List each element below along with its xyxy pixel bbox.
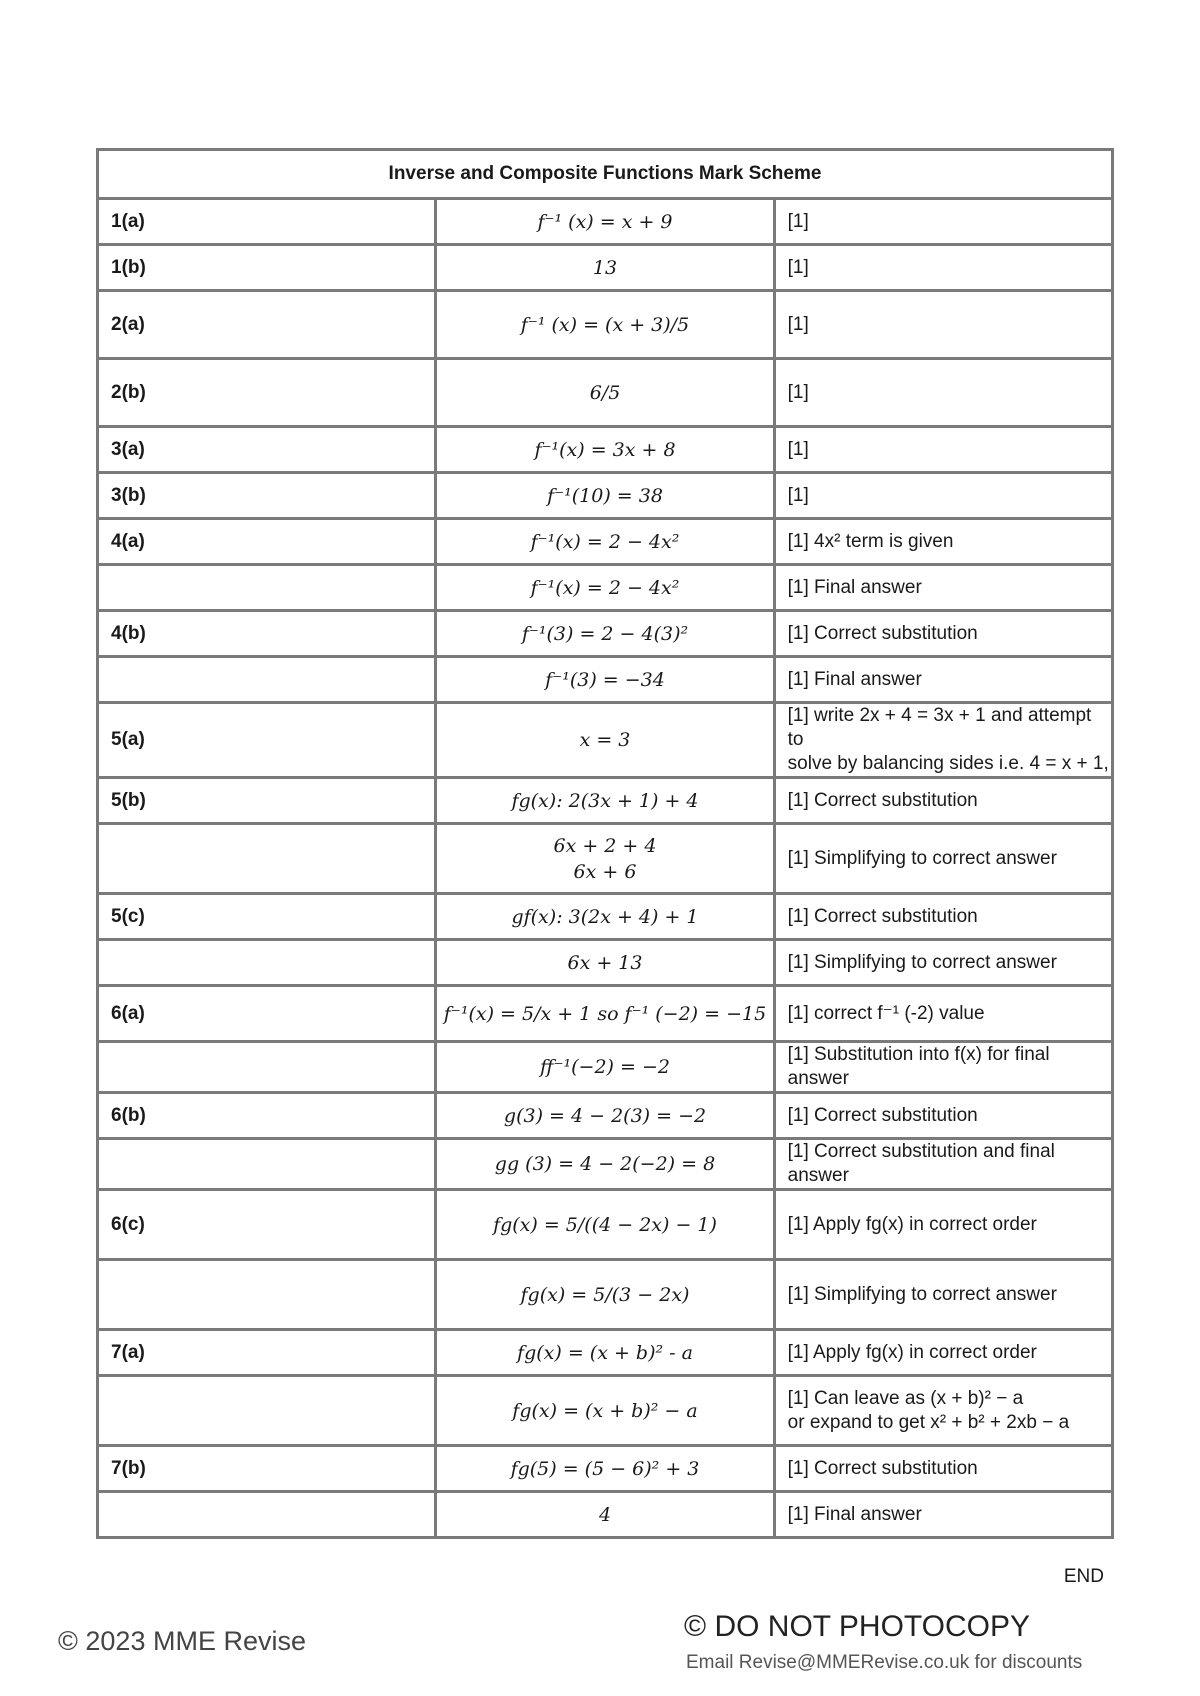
answer-cell [436,1260,774,1330]
mark-line: or expand to get x² + b² + 2xb − a [787,1411,1070,1433]
answer-line: g(3) = 4 − 2(3) = −2 [503,1104,707,1127]
answer-cell [436,894,774,940]
table-row [98,199,1113,245]
table-row [98,940,1113,986]
question-id: 4(a) [98,519,436,565]
mark-cell [774,291,1112,359]
answer-cell [436,1042,774,1093]
answer-cell [436,703,774,778]
question-id [98,940,436,986]
table-row [98,359,1113,427]
answer-line: x = 3 [579,729,631,751]
answer-line: f⁻¹(x) = 2 − 4x² [530,576,680,599]
answer-line: gg (3) = 4 − 2(−2) = 8 [494,1153,716,1175]
mark-cell [774,565,1112,611]
question-id: 1(a) [98,199,436,245]
mark-cell [774,986,1112,1042]
answer-line: 4 [598,1503,612,1526]
table-row [98,611,1113,657]
mark-cell [774,1093,1112,1139]
table-row [98,1446,1113,1492]
table-row [98,1376,1113,1446]
mark-line: [1] Final answer [787,1503,922,1525]
answer-line: fg(x) = (x + b)² - a [517,1341,693,1364]
table-row [98,291,1113,359]
answer-line: f⁻¹(x) = 3x + 8 [534,438,676,461]
mark-cell [774,657,1112,703]
answer-line: f⁻¹ (x) = x + 9 [537,210,673,233]
mark-line: [1] Apply fg(x) in correct order [787,1213,1037,1235]
answer-cell [436,1330,774,1376]
mark-line: solve by balancing sides i.e. 4 = x + 1, [787,753,1109,774]
mark-line: [1] [787,438,809,460]
answer-cell [436,291,774,359]
mark-line: [1] Apply fg(x) in correct order [787,1341,1037,1363]
question-id: 1(b) [98,245,436,291]
mark-cell [774,245,1112,291]
mark-cell [774,1376,1112,1446]
question-id: 4(b) [98,611,436,657]
question-id: 7(b) [98,1446,436,1492]
mark-line: [1] Simplifying to correct answer [787,1283,1057,1305]
answer-line: gf(x): 3(2x + 4) + 1 [511,905,699,928]
answer-cell [436,427,774,473]
question-id [98,1139,436,1190]
mark-line: [1] Correct substitution [787,622,978,644]
answer-cell [436,359,774,427]
mark-line: [1] Can leave as (x + b)² − a [787,1387,1024,1409]
answer-line: fg(x): 2(3x + 1) + 4 [511,789,699,812]
question-id: 5(a) [98,703,436,778]
answer-cell [436,245,774,291]
question-id: 3(b) [98,473,436,519]
answer-line: fg(5) = (5 − 6)² + 3 [510,1457,700,1480]
answer-line: f⁻¹ (x) = (x + 3)/5 [520,313,690,336]
table-row [98,778,1113,824]
answer-line: f⁻¹(x) = 2 − 4x² [530,530,680,553]
mark-line: [1] 4x² term is given [787,530,954,552]
question-id: 5(c) [98,894,436,940]
question-id: 5(b) [98,778,436,824]
table-row [98,565,1113,611]
table-row [98,1260,1113,1330]
mark-cell [774,703,1112,778]
mark-line: [1] Correct substitution [787,905,978,927]
answer-cell [436,1093,774,1139]
mark-cell [774,1492,1112,1538]
question-id [98,1376,436,1446]
mark-cell [774,1330,1112,1376]
footer-do-not-photocopy: © DO NOT PHOTOCOPY [684,1610,1031,1643]
answer-cell [436,519,774,565]
table-row [98,473,1113,519]
mark-cell [774,1190,1112,1260]
answer-cell [436,611,774,657]
answer-line: fg(x) = 5/((4 − 2x) − 1) [493,1213,717,1236]
table-row [98,1139,1113,1190]
table-row [98,1330,1113,1376]
mark-line: [1] Correct substitution [787,789,978,811]
answer-cell [436,986,774,1042]
answer-line: 6x + 2 + 4 [553,834,657,857]
table-row [98,1042,1113,1093]
table-row [98,894,1113,940]
mark-line: [1] [787,484,809,506]
mark-cell [774,778,1112,824]
mark-line: [1] correct f⁻¹ (-2) value [787,1002,985,1024]
table-row [98,1190,1113,1260]
question-id: 6(a) [98,986,436,1042]
answer-cell [436,1376,774,1446]
mark-cell [774,1260,1112,1330]
answer-line: f⁻¹(x) = 5/x + 1 so f⁻¹ (−2) = −15 [443,1002,767,1025]
footer-email: Email Revise@MMERevise.co.uk for discounts [686,1652,1083,1673]
footer-copyright: © 2023 MME Revise [58,1626,306,1656]
mark-cell [774,940,1112,986]
table-row [98,986,1113,1042]
answer-cell [436,199,774,245]
mark-line: [1] Simplifying to correct answer [787,951,1057,973]
table-row [98,519,1113,565]
answer-cell [436,657,774,703]
answer-cell [436,565,774,611]
answer-line: fg(x) = 5/(3 − 2x) [520,1283,690,1306]
mark-cell [774,199,1112,245]
question-id: 2(a) [98,291,436,359]
mark-line: [1] Final answer [787,668,922,690]
answer-line: 6x + 6 [573,860,637,883]
mark-line: [1] write 2x + 4 = 3x + 1 and attempt to [787,705,1092,750]
question-id [98,824,436,894]
answer-line: f⁻¹(10) = 38 [547,484,663,507]
mark-cell [774,824,1112,894]
table-row [98,824,1113,894]
table-body [98,199,1113,1538]
mark-cell [774,519,1112,565]
mark-cell [774,1139,1112,1190]
answer-line: ff⁻¹(−2) = −2 [540,1056,670,1078]
answer-cell [436,940,774,986]
mark-line: [1] Correct substitution [787,1104,978,1126]
question-id [98,565,436,611]
answer-cell [436,1492,774,1538]
answer-line: fg(x) = (x + b)² − a [512,1399,698,1422]
mark-line: [1] Substitution into f(x) for final answer [787,1044,1050,1089]
mark-cell [774,611,1112,657]
mark-cell [774,427,1112,473]
answer-line: 6x + 13 [567,951,643,974]
table-row [98,1492,1113,1538]
mark-cell [774,359,1112,427]
mark-line: [1] Correct substitution and final answer [787,1141,1055,1186]
question-id: 6(c) [98,1190,436,1260]
question-id [98,1042,436,1093]
mark-line: [1] Simplifying to correct answer [787,847,1057,869]
answer-line: 13 [592,256,618,279]
mark-line: [1] Final answer [787,576,922,598]
mark-cell [774,894,1112,940]
end-label: END [1063,1566,1104,1587]
answer-cell [436,1446,774,1492]
table-row [98,1093,1113,1139]
answer-cell [436,824,774,894]
mark-line: [1] [787,256,809,278]
question-id: 6(b) [98,1093,436,1139]
mark-line: [1] [787,313,809,335]
answer-line: 6/5 [589,381,621,404]
question-id [98,1492,436,1538]
answer-cell [436,778,774,824]
table-header-row [98,150,1113,199]
question-id [98,1260,436,1330]
mark-line: [1] Correct substitution [787,1457,978,1479]
table-row [98,427,1113,473]
answer-cell [436,1139,774,1190]
table-row [98,245,1113,291]
table-row [98,657,1113,703]
mark-cell [774,473,1112,519]
mark-scheme-table [96,148,1114,1539]
question-id: 2(b) [98,359,436,427]
mark-line: [1] [787,210,809,232]
mark-cell [774,1042,1112,1093]
table-title: Inverse and Composite Functions Mark Scheme [98,150,1113,199]
table-row [98,703,1113,778]
answer-cell [436,1190,774,1260]
mark-line: [1] [787,381,809,403]
question-id: 7(a) [98,1330,436,1376]
answer-line: f⁻¹(3) = 2 − 4(3)² [521,622,689,645]
question-id: 3(a) [98,427,436,473]
answer-cell [436,473,774,519]
mark-cell [774,1446,1112,1492]
answer-line: f⁻¹(3) = −34 [545,668,665,691]
question-id [98,657,436,703]
